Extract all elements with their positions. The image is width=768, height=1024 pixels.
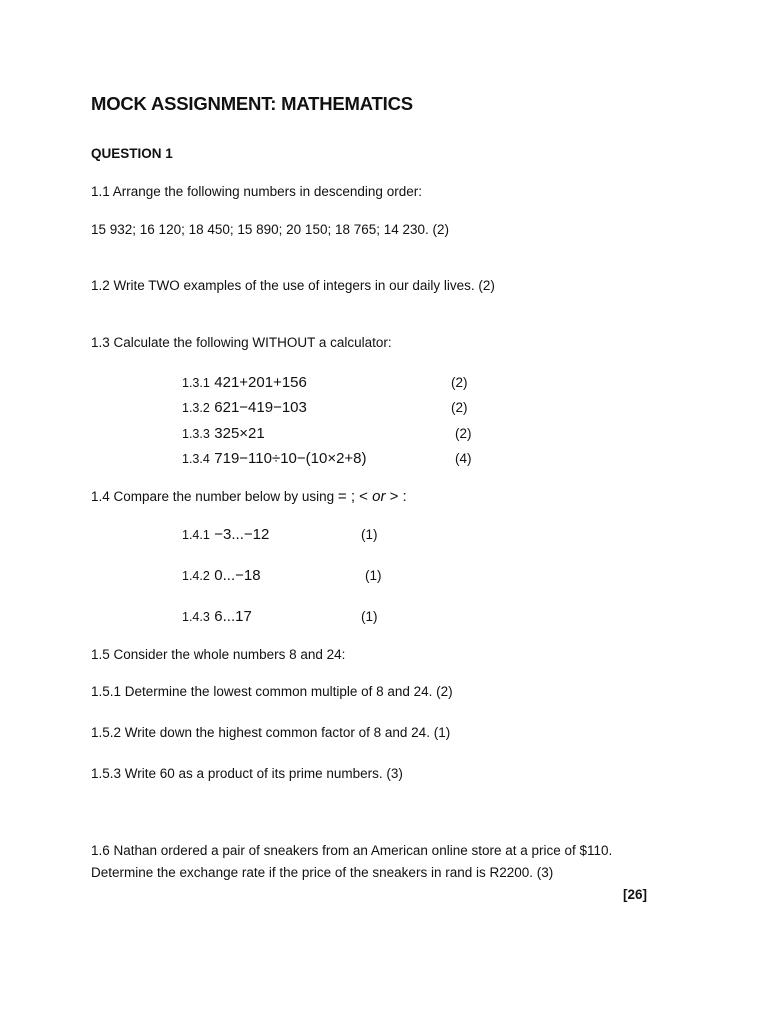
question-1-6-line-1: 1.6 Nathan ordered a pair of sneakers from an American online store at a price of $110. (91, 843, 613, 858)
math-expression: 621−419−103 (214, 399, 307, 416)
sub-question-label: 1.3.3 (182, 427, 210, 441)
sub-question-1-3-4 (182, 450, 367, 468)
math-expression: 719−110÷10−(10×2+8) (214, 450, 367, 467)
mark-allocation: (4) (455, 451, 472, 466)
question-1-4-prompt (91, 489, 407, 505)
math-expression: 325×21 (214, 425, 265, 442)
sub-question-1-4-1 (182, 526, 269, 544)
comparison-symbols (338, 488, 407, 505)
symbols-or: or (372, 488, 386, 505)
mark-allocation: (2) (455, 426, 472, 441)
page-title: MOCK ASSIGNMENT: MATHEMATICS (91, 93, 413, 114)
question-1-3-prompt: 1.3 Calculate the following WITHOUT a calculator: (91, 335, 392, 350)
mark-allocation: (1) (361, 527, 378, 542)
mark-allocation: (2) (451, 400, 468, 415)
question-1-5-3: 1.5.3 Write 60 as a product of its prime numbers. (3) (91, 766, 403, 781)
question-1-4-prompt-text: 1.4 Compare the number below by using (91, 489, 335, 504)
sub-question-label: 1.4.3 (182, 610, 210, 624)
symbols-part-b: > : (385, 488, 407, 505)
sub-question-label: 1.3.4 (182, 452, 210, 466)
question-1-1-numbers: 15 932; 16 120; 18 450; 15 890; 20 150; 18 765; 14 230. (2) (91, 222, 450, 237)
sub-question-label: 1.4.2 (182, 569, 210, 583)
sub-question-1-3-1 (182, 374, 307, 392)
sub-question-label: 1.3.2 (182, 401, 210, 415)
sub-question-label: 1.3.1 (182, 376, 210, 390)
mark-allocation: (1) (361, 609, 378, 624)
math-expression: −3...−12 (214, 526, 270, 543)
sub-question-1-4-2 (182, 567, 261, 585)
math-expression: 0...−18 (214, 567, 261, 584)
sub-question-1-3-3 (182, 425, 265, 443)
question-1-5-2: 1.5.2 Write down the highest common factor of 8 and 24. (1) (91, 725, 451, 740)
sub-question-1-3-2 (182, 399, 307, 417)
question-1-2-prompt: 1.2 Write TWO examples of the use of integers in our daily lives. (2) (91, 278, 495, 293)
question-heading: QUESTION 1 (91, 146, 173, 161)
question-1-5-1: 1.5.1 Determine the lowest common multiple of 8 and 24. (2) (91, 684, 453, 699)
math-expression: 6...17 (214, 608, 252, 625)
question-1-6-line-2: Determine the exchange rate if the price of the sneakers in rand is R2200. (3) (91, 865, 554, 880)
question-1-1-prompt: 1.1 Arrange the following numbers in descending order: (91, 184, 422, 199)
sub-question-1-4-3 (182, 608, 252, 626)
sub-question-label: 1.4.1 (182, 528, 210, 542)
symbols-part-a: = ; < (337, 488, 373, 505)
mark-allocation: (1) (365, 568, 382, 583)
math-expression: 421+201+156 (214, 374, 307, 391)
question-1-5-prompt: 1.5 Consider the whole numbers 8 and 24: (91, 647, 346, 662)
total-marks: [26] (623, 887, 648, 902)
mark-allocation: (2) (451, 375, 468, 390)
